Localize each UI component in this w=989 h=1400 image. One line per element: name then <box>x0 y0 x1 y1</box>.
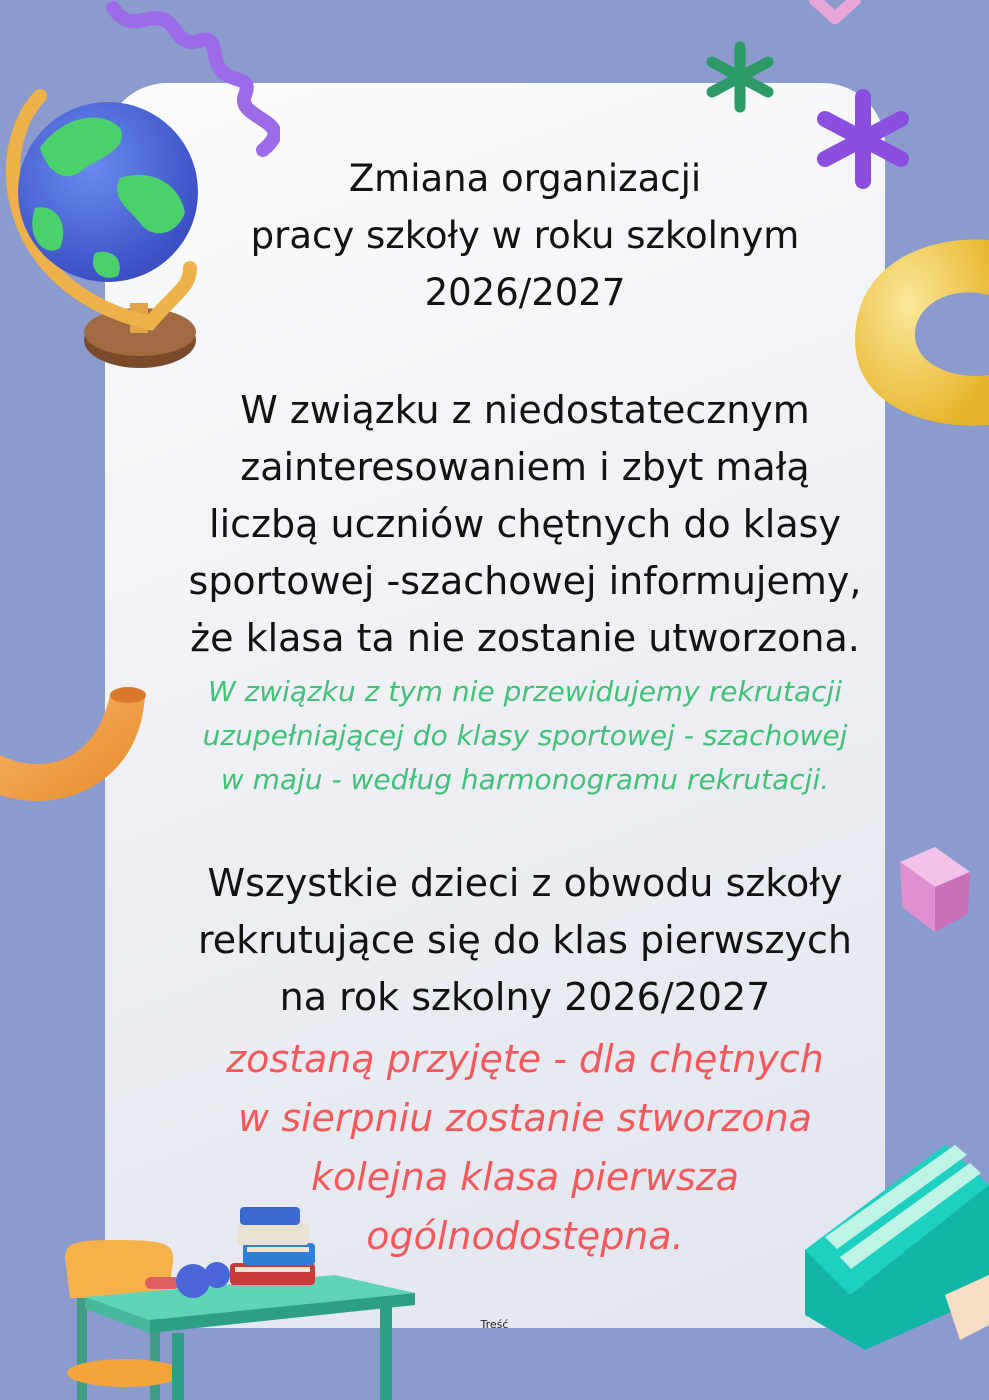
title-line: pracy szkoły w roku szkolnym <box>250 214 800 257</box>
admission-highlight-line: zostaną przyjęte - dla chętnych <box>226 1037 824 1081</box>
page-title <box>105 150 945 321</box>
notice-line: zainteresowaniem i zbyt małą <box>240 445 810 489</box>
notice-highlight-line: W związku z tym nie przewidujemy rekrutacji <box>207 675 843 708</box>
notice-highlight <box>110 670 940 802</box>
admission-line: rekrutujące się do klas pierwszych <box>197 918 852 962</box>
star-icon <box>700 40 780 115</box>
admission-paragraph <box>105 855 945 1026</box>
desk-icon <box>80 1275 420 1400</box>
footer-label: Treść <box>480 1318 509 1331</box>
notice-paragraph <box>105 382 945 667</box>
admission-line: Wszystkie dzieci z obwodu szkoły <box>207 861 843 905</box>
star-icon <box>800 0 870 24</box>
title-line: 2026/2027 <box>424 271 626 314</box>
notice-line: sportowej -szachowej informujemy, <box>188 559 862 603</box>
admission-highlight-line: ogólnodostępna. <box>366 1214 684 1258</box>
notice-highlight-line: uzupełniającej do klasy sportowej - szachowej <box>202 719 848 752</box>
title-line: Zmiana organizacji <box>348 157 702 200</box>
admission-line: na rok szkolny 2026/2027 <box>279 975 771 1019</box>
admission-highlight-line: w sierpniu zostanie stworzona <box>238 1096 812 1140</box>
admission-highlight <box>105 1030 945 1266</box>
notice-highlight-line: w maju - według harmonogramu rekrutacji. <box>220 763 830 796</box>
notice-line: że klasa ta nie zostanie utworzona. <box>190 616 860 660</box>
admission-highlight-line: kolejna klasa pierwsza <box>310 1155 739 1199</box>
notice-line: W związku z niedostatecznym <box>240 388 810 432</box>
notice-line: liczbą uczniów chętnych do klasy <box>209 502 841 546</box>
